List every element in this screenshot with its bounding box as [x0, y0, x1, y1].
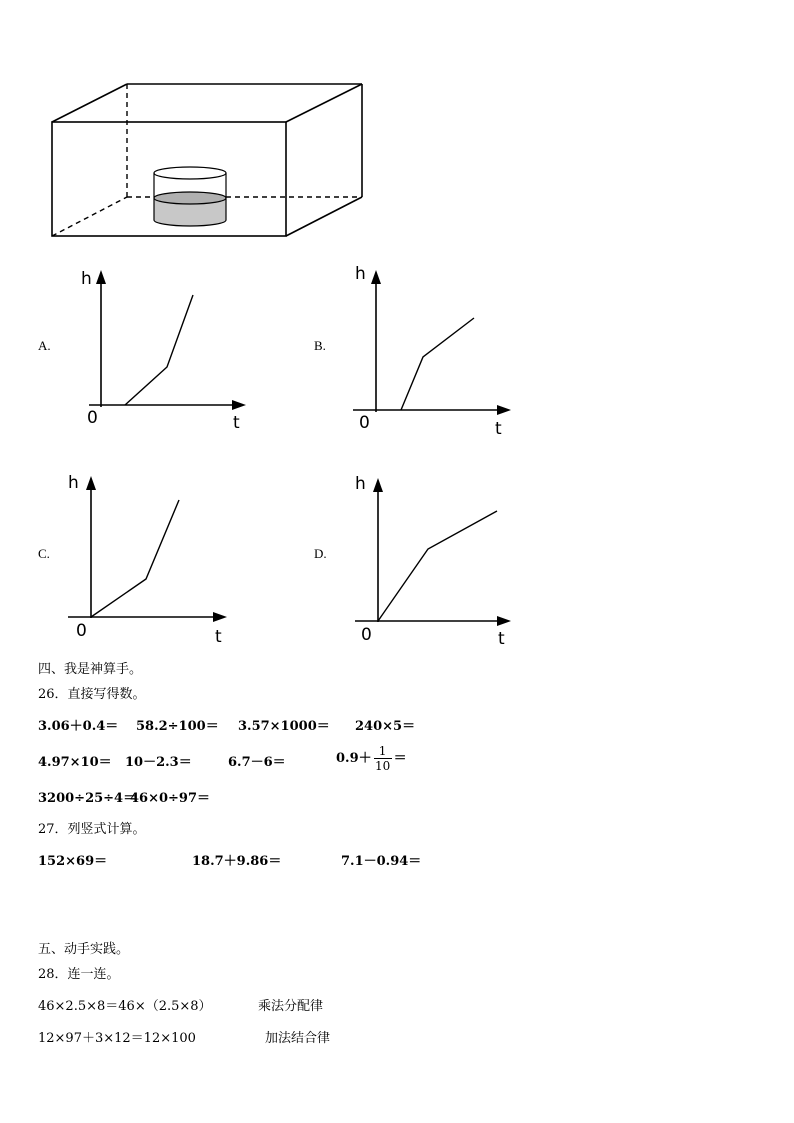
- q26-title: 26．直接写得数。: [38, 687, 146, 702]
- section-4-heading: 四、我是神算手。: [38, 662, 143, 677]
- graph-d-h: h: [355, 474, 366, 494]
- graph-option-a: [75, 262, 255, 437]
- q26-item: 240×5＝: [355, 719, 416, 734]
- option-c-label: C.: [38, 546, 50, 561]
- q28-right-item: 乘法分配律: [258, 999, 324, 1014]
- q26-item: 10－2.3＝: [125, 755, 192, 770]
- q26-item: 3.57×1000＝: [238, 719, 330, 734]
- graph-d-line: [378, 511, 497, 621]
- graph-option-b: [350, 262, 530, 442]
- graph-c-origin: 0: [76, 621, 87, 641]
- q28-left-item: 46×2.5×8＝46×（2.5×8）: [38, 999, 212, 1014]
- q27-item: 18.7＋9.86＝: [192, 854, 282, 869]
- graph-a-origin: 0: [87, 408, 98, 428]
- q28-right-item: 加法结合律: [265, 1031, 331, 1046]
- option-b-label: B.: [314, 338, 326, 353]
- q27-item: 152×69＝: [38, 854, 108, 869]
- q27-title: 27．列竖式计算。: [38, 822, 146, 837]
- graph-b-origin: 0: [359, 413, 370, 433]
- graph-a-h: h: [81, 269, 92, 289]
- graph-option-d: [350, 470, 530, 650]
- q26-item: 6.7－6＝: [228, 755, 286, 770]
- fraction-prefix: 0.9＋: [336, 750, 372, 766]
- fraction-denominator: 10: [374, 759, 391, 773]
- q26-item: 46×0÷97＝: [130, 791, 211, 806]
- graph-d-origin: 0: [361, 625, 372, 645]
- q26-fraction-item: [336, 744, 407, 773]
- cylinder: [154, 167, 226, 226]
- q28-title: 28．连一连。: [38, 967, 120, 982]
- graph-b-t: t: [495, 419, 502, 439]
- graph-d-t: t: [498, 629, 505, 649]
- graph-b-line: [401, 318, 474, 410]
- graph-c-h: h: [68, 473, 79, 493]
- q26-item: 58.2÷100＝: [136, 719, 219, 734]
- q28-left-item: 12×97＋3×12＝12×100: [38, 1031, 196, 1046]
- graph-b-h: h: [355, 264, 366, 284]
- fraction-numerator: 1: [378, 744, 387, 758]
- section-5-heading: 五、动手实践。: [38, 942, 130, 957]
- graph-a-t: t: [233, 413, 240, 433]
- graph-c-t: t: [215, 627, 222, 647]
- graph-option-c: [60, 470, 240, 650]
- option-d-label: D.: [314, 546, 327, 561]
- fraction: [374, 744, 392, 773]
- fraction-suffix: ＝: [393, 750, 407, 766]
- graph-c-line: [91, 500, 179, 617]
- q26-item: 3200÷25÷4＝: [38, 791, 137, 806]
- option-a-label: A.: [38, 338, 51, 353]
- q27-item: 7.1－0.94＝: [341, 854, 422, 869]
- q26-item: 3.06＋0.4＝: [38, 719, 119, 734]
- cuboid-figure: [30, 75, 380, 245]
- graph-a-line: [125, 295, 193, 405]
- q26-item: 4.97×10＝: [38, 755, 112, 770]
